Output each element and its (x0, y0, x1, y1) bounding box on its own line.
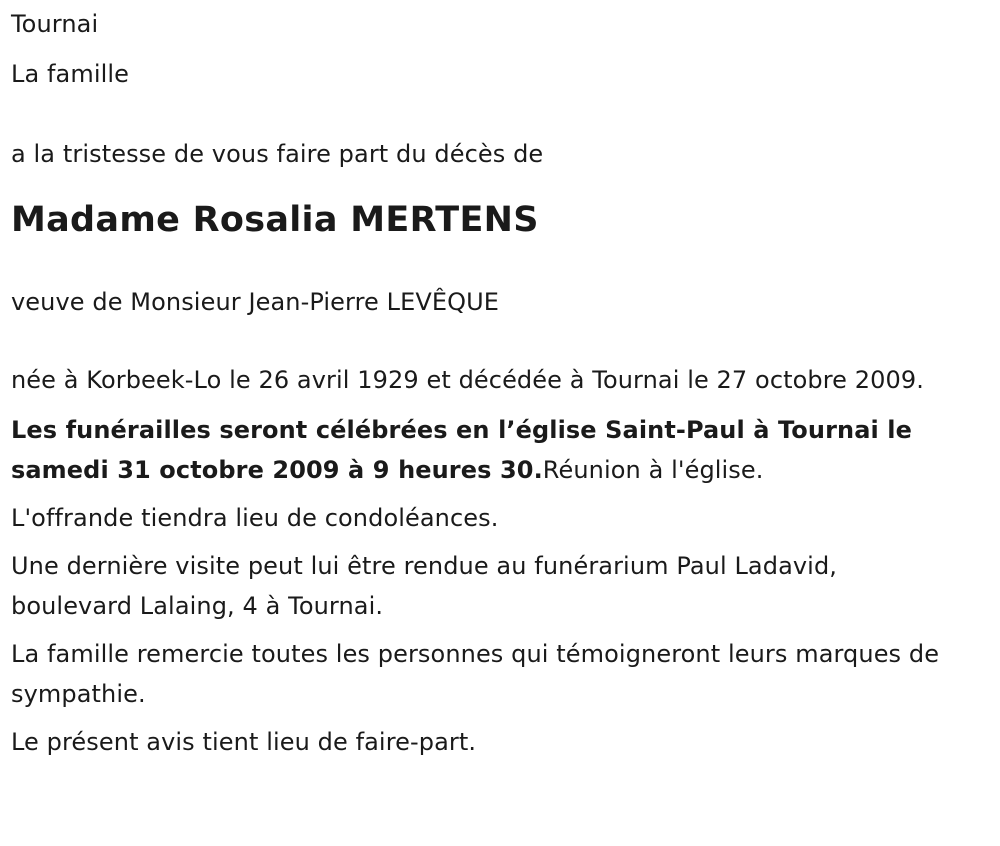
family-thanks: La famille remercie toutes les personnes qui témoigneront leurs marques de sympathie. (11, 640, 940, 708)
family-label: La famille (11, 60, 130, 88)
offering-note: L'offrande tiendra lieu de condoléances. (11, 504, 499, 532)
widow-of-line: veuve de Monsieur Jean-Pierre LEVÊQUE (11, 288, 500, 316)
announcement-intro: a la tristesse de vous faire part du décès de (11, 140, 544, 168)
visit-info: Une dernière visite peut lui être rendue au funérarium Paul Ladavid, boulevard Lalaing, 4 à Tournai. (11, 552, 838, 620)
city-heading: Tournai (11, 10, 99, 38)
funeral-date-location: Les funérailles seront célébrées en l’église Saint-Paul à Tournai le samedi 31 octobre 2009 à 9 heures 30. (11, 416, 912, 484)
birth-death-details: née à Korbeek-Lo le 26 avril 1929 et décédée à Tournai le 27 octobre 2009. (11, 366, 924, 394)
notice-statement: Le présent avis tient lieu de faire-part. (11, 728, 477, 756)
death-notice (11, 0, 941, 762)
funeral-details (11, 410, 941, 490)
gathering-info: Réunion à l'église. (542, 456, 764, 484)
deceased-name: Madame Rosalia MERTENS (11, 200, 539, 240)
